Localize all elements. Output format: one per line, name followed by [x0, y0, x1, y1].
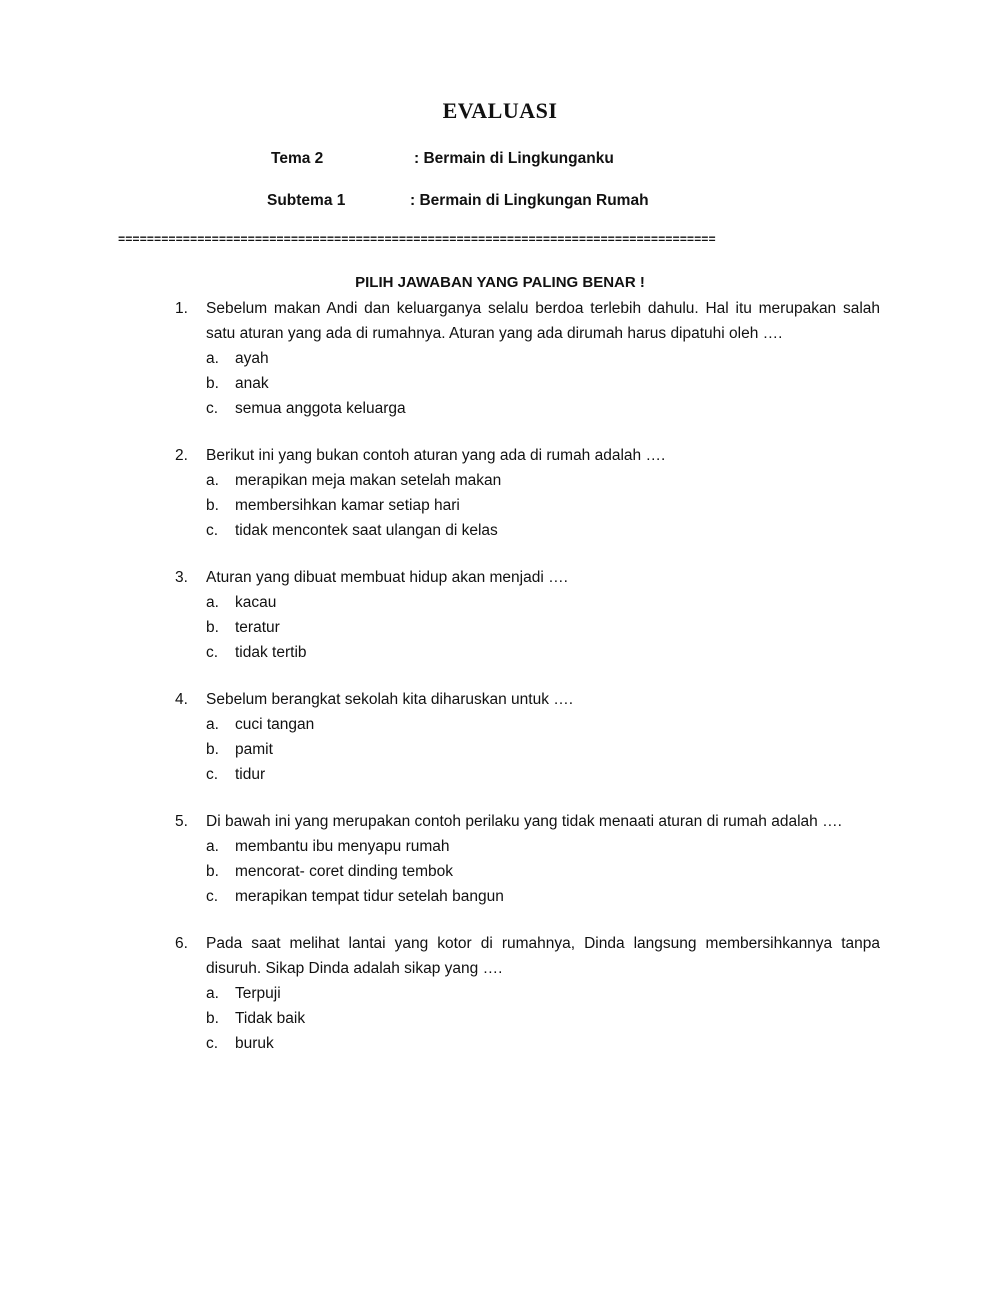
option-letter: c.: [206, 1035, 219, 1052]
question-text: Aturan yang dibuat membuat hidup akan menjadi ….: [206, 569, 568, 586]
option-letter: a.: [206, 594, 219, 611]
option-list: [206, 468, 880, 543]
answer-option[interactable]: [206, 590, 880, 615]
meta-value: : Bermain di Lingkunganku: [414, 150, 614, 167]
option-letter: a.: [206, 985, 219, 1002]
page-title: EVALUASI: [442, 98, 558, 123]
option-text: teratur: [235, 619, 280, 636]
option-text: mencorat- coret dinding tembok: [235, 863, 453, 880]
option-letter: c.: [206, 888, 219, 905]
option-list: [206, 590, 880, 665]
answer-option[interactable]: [206, 371, 880, 396]
question-number: 5.: [175, 813, 188, 830]
question-number: 3.: [175, 569, 188, 586]
instruction-heading: PILIH JAWABAN YANG PALING BENAR !: [355, 274, 645, 291]
answer-option[interactable]: [206, 737, 880, 762]
answer-option[interactable]: [206, 762, 880, 787]
answer-option[interactable]: [206, 396, 880, 421]
option-list: [206, 346, 880, 421]
option-letter: a.: [206, 716, 219, 733]
question-text: Berikut ini yang bukan contoh aturan yang ada di rumah adalah ….: [206, 447, 666, 464]
answer-option[interactable]: [206, 712, 880, 737]
option-letter: b.: [206, 741, 219, 758]
option-letter: b.: [206, 1010, 219, 1027]
option-letter: b.: [206, 375, 219, 392]
option-text: ayah: [235, 350, 269, 367]
option-text: tidur: [235, 766, 266, 783]
option-list: [206, 712, 880, 787]
answer-option[interactable]: [206, 640, 880, 665]
option-text: tidak mencontek saat ulangan di kelas: [235, 522, 498, 539]
question-text: Sebelum makan Andi dan keluarganya selalu berdoa terlebih dahulu. Hal itu merupakan salah satu aturan yang ada di rumahnya. Aturan yang ada dirumah harus dipatuhi oleh ….: [206, 300, 880, 342]
option-letter: c.: [206, 522, 219, 539]
question-item: [175, 931, 880, 1056]
option-letter: c.: [206, 766, 219, 783]
option-text: anak: [235, 375, 269, 392]
meta-label: Tema 2: [271, 150, 324, 167]
option-text: pamit: [235, 741, 273, 758]
option-list: [206, 981, 880, 1056]
option-text: semua anggota keluarga: [235, 400, 406, 417]
question-number: 6.: [175, 935, 188, 952]
option-text: membersihkan kamar setiap hari: [235, 497, 460, 514]
answer-option[interactable]: [206, 518, 880, 543]
option-text: merapikan meja makan setelah makan: [235, 472, 502, 489]
option-text: Tidak baik: [235, 1010, 306, 1027]
option-text: kacau: [235, 594, 277, 611]
answer-option[interactable]: [206, 884, 880, 909]
option-letter: a.: [206, 838, 219, 855]
option-letter: a.: [206, 472, 219, 489]
question-text: Pada saat melihat lantai yang kotor di rumahnya, Dinda langsung membersihkannya tanpa disuruh. Sikap Dinda adalah sikap yang ….: [206, 935, 880, 977]
option-text: buruk: [235, 1035, 274, 1052]
answer-option[interactable]: [206, 834, 880, 859]
question-list: [175, 296, 880, 1078]
option-letter: a.: [206, 350, 219, 367]
option-letter: b.: [206, 497, 219, 514]
answer-option[interactable]: [206, 859, 880, 884]
question-number: 2.: [175, 447, 188, 464]
answer-option[interactable]: [206, 493, 880, 518]
question-number: 4.: [175, 691, 188, 708]
option-text: merapikan tempat tidur setelah bangun: [235, 888, 504, 905]
answer-option[interactable]: [206, 346, 880, 371]
answer-option[interactable]: [206, 981, 880, 1006]
option-text: membantu ibu menyapu rumah: [235, 838, 450, 855]
meta-value: : Bermain di Lingkungan Rumah: [410, 192, 649, 209]
answer-option[interactable]: [206, 468, 880, 493]
answer-option[interactable]: [206, 1006, 880, 1031]
question-item: [175, 443, 880, 543]
option-letter: c.: [206, 400, 219, 417]
meta-label: Subtema 1: [267, 192, 346, 209]
option-list: [206, 834, 880, 909]
option-letter: b.: [206, 863, 219, 880]
question-item: [175, 809, 880, 909]
option-letter: c.: [206, 644, 219, 661]
option-text: cuci tangan: [235, 716, 315, 733]
question-item: [175, 296, 880, 421]
option-letter: b.: [206, 619, 219, 636]
option-text: Terpuji: [235, 985, 281, 1002]
answer-option[interactable]: [206, 1031, 880, 1056]
option-text: tidak tertib: [235, 644, 307, 661]
question-item: [175, 687, 880, 787]
question-number: 1.: [175, 300, 188, 317]
separator-line: ===================================================================================: [118, 233, 716, 247]
question-text: Sebelum berangkat sekolah kita diharuskan untuk ….: [206, 691, 574, 708]
question-item: [175, 565, 880, 665]
answer-option[interactable]: [206, 615, 880, 640]
question-text: Di bawah ini yang merupakan contoh perilaku yang tidak menaati aturan di rumah adalah ….: [206, 813, 842, 830]
